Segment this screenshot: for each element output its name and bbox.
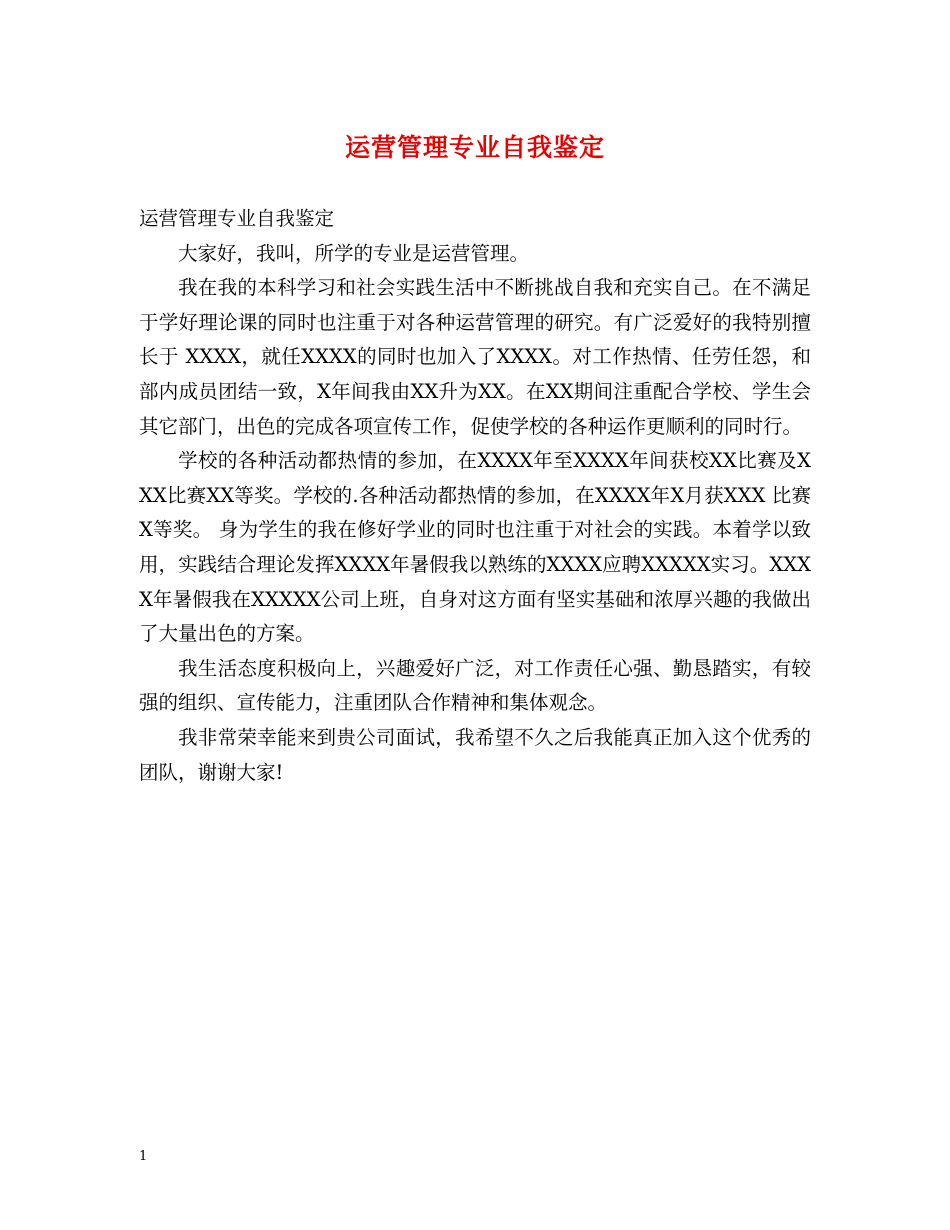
- document-title: 运营管理专业自我鉴定: [344, 133, 605, 162]
- paragraph-activities-awards: 学校的各种活动都热情的参加，在XXXX年至XXXX年间获校XX比赛及XXX比赛XX等奖。学校的.各种活动都热情的参加，在XXXX年X月获XXX 比赛X等奖。 身为学生的我在修好学业的同时也注重于对社会的实践。本着学以致用，实践结合理论发挥XXXX年暑假我以熟练的XXXX应聘XXXXX实习。XXXX年暑假我在XXXXX公司上班，自身对这方面有坚实基础和浓厚兴趣的我做出了大量出色的方案。: [139, 449, 811, 646]
- page-number: 1: [139, 1149, 148, 1164]
- paragraph-attitude: 我生活态度积极向上，兴趣爱好广泛，对工作责任心强、勤恳踏实，有较强的组织、宣传能力，注重团队合作精神和集体观念。: [139, 656, 811, 715]
- paragraph-greeting: 大家好，我叫，所学的专业是运营管理。: [178, 241, 530, 265]
- paragraph-closing: 我非常荣幸能来到贵公司面试，我希望不久之后我能真正加入这个优秀的团队，谢谢大家!: [139, 725, 811, 784]
- paragraph-study-practice: 我在我的本科学习和社会实践生活中不断挑战自我和充实自己。在不满足于学好理论课的同时也注重于对各种运营管理的研究。有广泛爱好的我特别擅长于 XXXX，就任XXXX的同时也加入了XXXX。对工作热情、任劳任怨，和部内成员团结一致，X年间我由XX升为XX。在XX期间注重配合学校、学生会其它部门，出色的完成各项宣传工作，促使学校的各种运作更顺利的同时行。: [139, 276, 811, 438]
- document-body: [139, 202, 811, 790]
- body-subtitle: 运营管理专业自我鉴定: [139, 207, 335, 230]
